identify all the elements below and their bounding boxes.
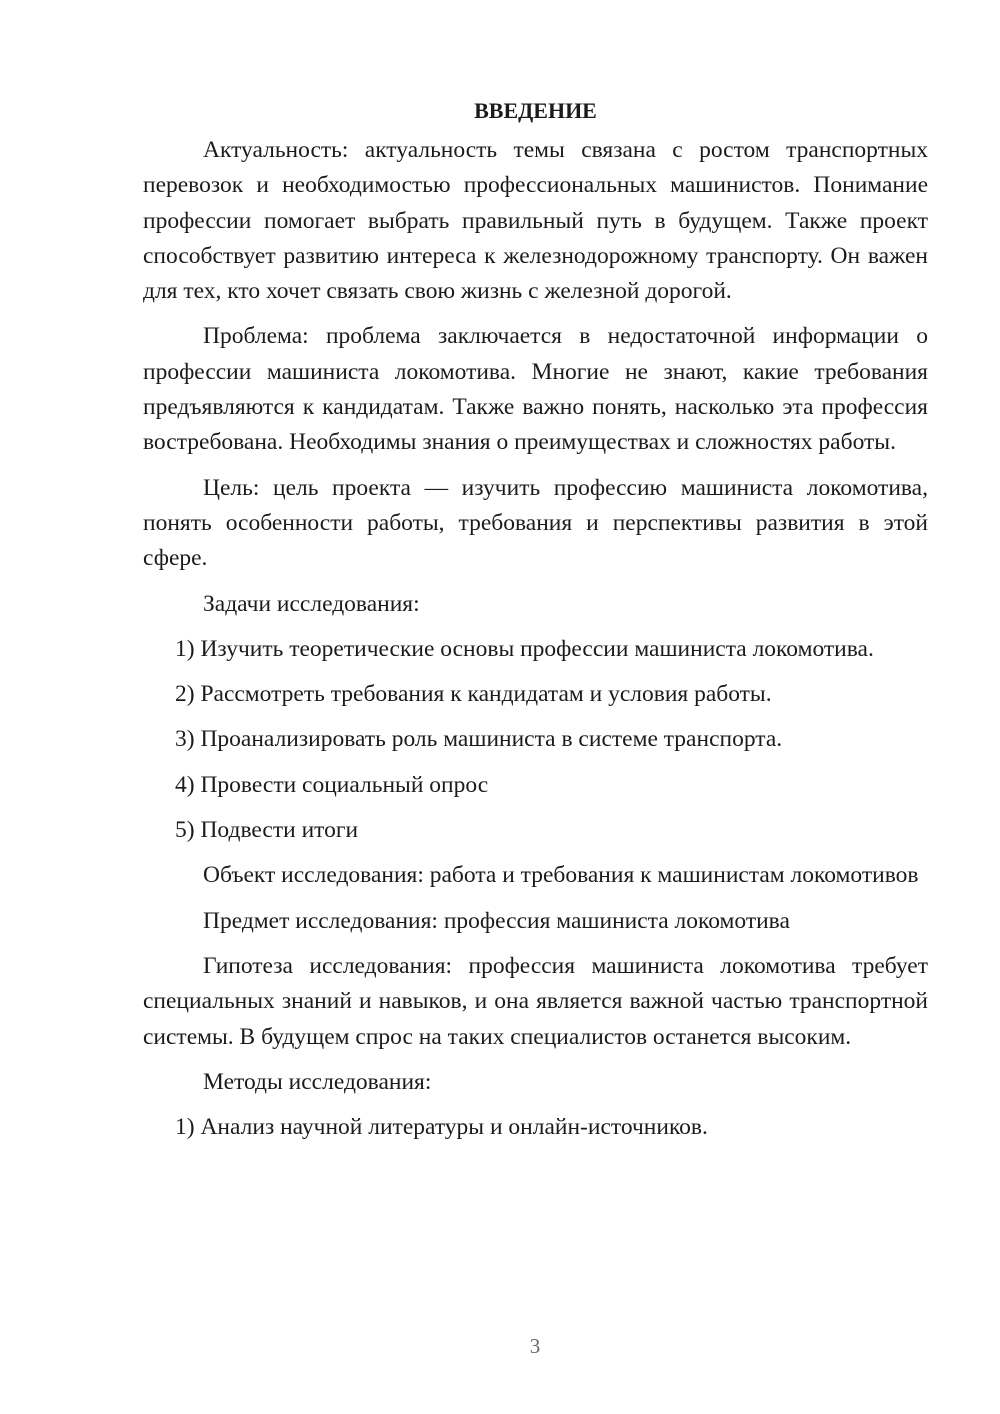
- task-item-5: 5) Подвести итоги: [175, 817, 359, 844]
- relevance-paragraph: Актуальность: актуальность темы связана с ростом транспортных перевозок и необходимостью профессиональных машинистов. Понимание профессии помогает выбрать правильный путь в будущем. Также проект способствует развитию интереса к железнодорожному транспорту. Он важен для тех, кто хочет связать свою жизнь с железной дорогой.: [143, 137, 928, 305]
- task-item-4: 4) Провести социальный опрос: [175, 771, 489, 798]
- tasks-heading: Задачи исследования:: [203, 590, 420, 617]
- document-body: [143, 94, 928, 1155]
- task-item-3: 3) Проанализировать роль машиниста в системе транспорта.: [175, 726, 783, 753]
- subject-line: Предмет исследования: профессия машиниста локомотива: [203, 907, 790, 934]
- hypothesis-paragraph: Гипотеза исследования: профессия машиниста локомотива требует специальных знаний и навыков, и она является важной частью транспортной системы. В будущем спрос на таких специалистов останется высоким.: [143, 952, 928, 1050]
- methods-heading: Методы исследования:: [203, 1068, 432, 1095]
- object-paragraph: Объект исследования: работа и требования к машинистам локомотивов: [203, 862, 919, 889]
- tasks-list: [143, 632, 928, 848]
- methods-list: [143, 1110, 928, 1145]
- task-item-2: 2) Рассмотреть требования к кандидатам и условия работы.: [175, 681, 772, 708]
- goal-paragraph: Цель: цель проекта — изучить профессию машиниста локомотива, понять особенности работы, требования и перспективы развития в этой сфере.: [143, 474, 928, 572]
- task-item-1: 1) Изучить теоретические основы профессии машиниста локомотива.: [175, 635, 874, 662]
- page-number: 3: [529, 1334, 541, 1358]
- section-title: ВВЕДЕНИЕ: [474, 98, 597, 123]
- problem-paragraph: Проблема: проблема заключается в недостаточной информации о профессии машиниста локомотива. Многие не знают, какие требования предъявляются к кандидатам. Также важно понять, насколько эта профессия востребована. Необходимы знания о преимуществах и сложностях работы.: [143, 323, 928, 456]
- method-item-1: 1) Анализ научной литературы и онлайн-источников.: [175, 1114, 708, 1141]
